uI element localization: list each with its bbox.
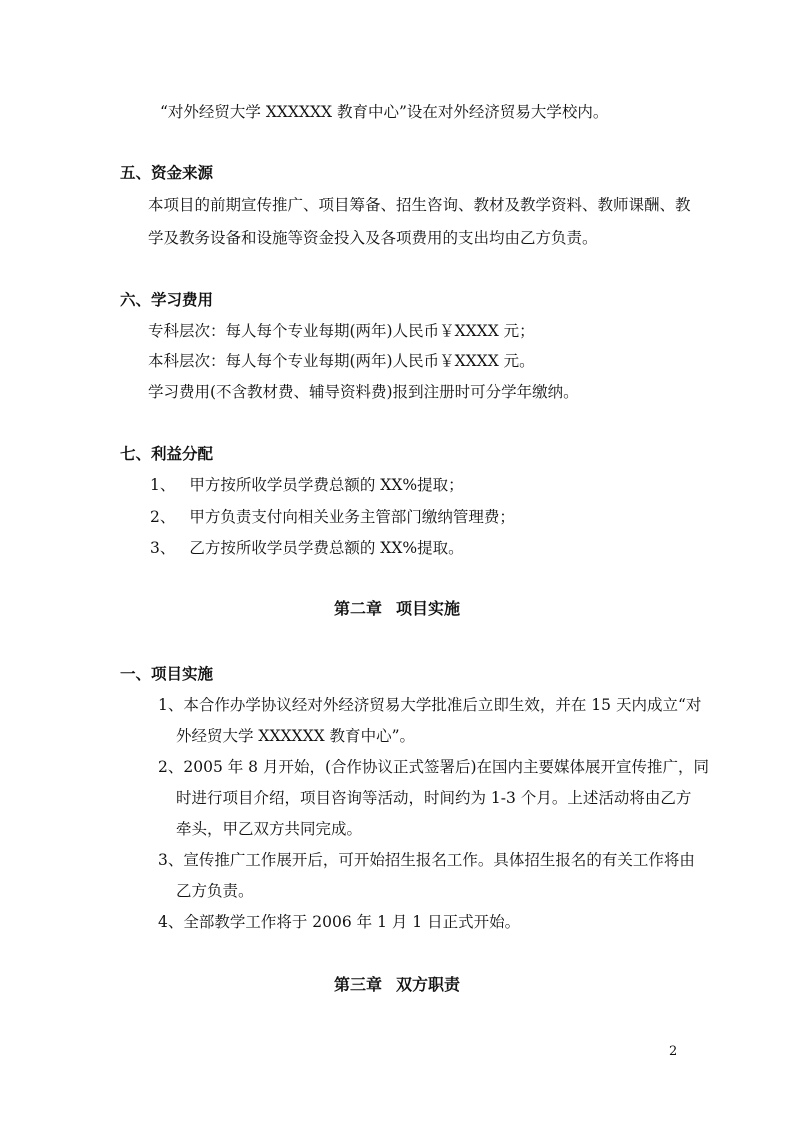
list-item-text: 甲方按所收学员学费总额的 XX%提取；	[189, 476, 464, 494]
list-item	[150, 475, 464, 495]
intro-line: “对外经贸大学 XXXXXX 教育中心”设在对外经济贸易大学校内。	[160, 103, 609, 121]
chapter-name: 项目实施	[396, 599, 461, 618]
chapter-title-3	[0, 975, 794, 995]
paragraph-line: 本项目的前期宣传推广、项目筹备、招生咨询、教材及教学资料、教师课酬、教	[148, 196, 691, 214]
paragraph-line: 4、全部教学工作将于 2006 年 1 月 1 日正式开始。	[158, 913, 521, 931]
section-heading-profit: 七、利益分配	[120, 445, 214, 463]
paragraph-line: 本科层次：每人每个专业每期(两年)人民币￥XXXX 元。	[148, 352, 535, 370]
paragraph-line: 3、宣传推广工作展开后，可开始招生报名工作。具体招生报名的有关工作将由	[158, 851, 695, 869]
list-item-text: 乙方按所收学员学费总额的 XX%提取。	[189, 539, 464, 557]
paragraph-line: 牵头，甲乙双方共同完成。	[176, 820, 363, 838]
list-item	[150, 538, 464, 558]
paragraph-line: 2、2005 年 8 月开始，(合作协议正式签署后)在国内主要媒体展开宣传推广，同	[158, 758, 710, 776]
chapter-name: 双方职责	[396, 975, 461, 994]
section-heading-funding: 五、资金来源	[120, 164, 214, 182]
paragraph-line: 学及教务设备和设施等资金投入及各项费用的支出均由乙方负责。	[148, 229, 598, 247]
list-item-text: 甲方负责支付向相关业务主管部门缴纳管理费；	[189, 508, 515, 526]
paragraph-line: 1、本合作办学协议经对外经济贸易大学批准后立即生效，并在 15 天内成立“对	[158, 696, 702, 714]
page-number: 2	[669, 1044, 678, 1059]
list-item-number: 1、	[150, 476, 176, 494]
section-heading-fees: 六、学习费用	[120, 291, 214, 309]
chapter-number: 第三章	[333, 975, 382, 994]
paragraph-line: 专科层次：每人每个专业每期(两年)人民币￥XXXX 元；	[148, 322, 535, 340]
paragraph-line: 时进行项目介绍，项目咨询等活动，时间约为 1-3 个月。上述活动将由乙方	[176, 789, 692, 807]
paragraph-line: 学习费用(不含教材费、辅导资料费)报到注册时可分学年缴纳。	[148, 383, 579, 401]
list-item-number: 3、	[150, 539, 176, 557]
paragraph-line: 乙方负责。	[176, 882, 254, 900]
paragraph-line: 外经贸大学 XXXXXX 教育中心”。	[176, 727, 415, 745]
chapter-number: 第二章	[333, 599, 382, 618]
section-heading-implementation: 一、项目实施	[120, 665, 214, 683]
list-item-number: 2、	[150, 508, 176, 526]
list-item	[150, 507, 515, 527]
chapter-title-2	[0, 599, 794, 619]
